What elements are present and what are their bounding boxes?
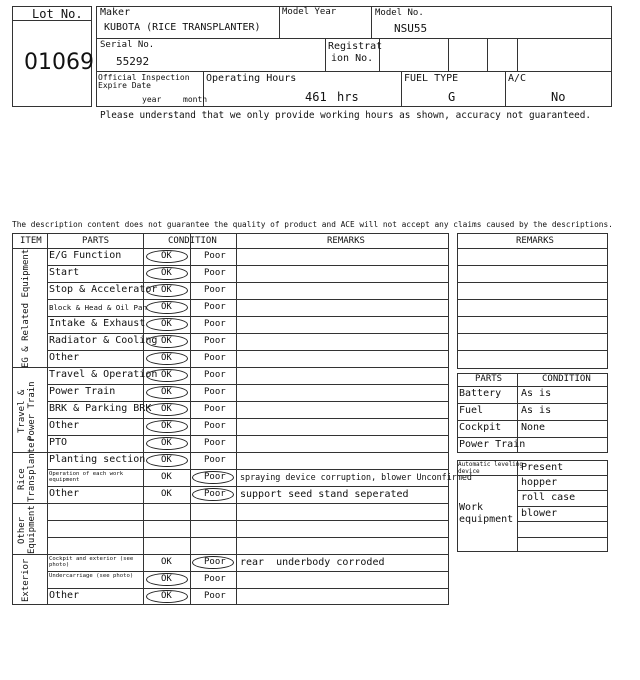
- ok-circle-icon: [146, 590, 188, 603]
- part-name: Intake & Exhaust: [49, 318, 146, 329]
- parts-row-name: Battery: [459, 388, 502, 399]
- group-rice-transplanter: [17, 436, 42, 502]
- part-name: E/G Function: [49, 250, 122, 261]
- part-name: Operation of each work equipment: [49, 471, 124, 484]
- hours-value: 461: [305, 90, 327, 104]
- work-row-line: [517, 521, 608, 522]
- col-line-ok: [190, 233, 191, 605]
- work-row-line: [517, 537, 608, 538]
- leveling-label-2: device: [458, 468, 480, 475]
- header-vline-maker: [279, 6, 280, 38]
- poor-circle-icon: [192, 488, 234, 501]
- poor-mark: Poor: [204, 591, 226, 601]
- row-line: [12, 248, 449, 249]
- part-name: Stop & Accelerator: [49, 284, 158, 295]
- ok-circle-icon: [146, 369, 188, 382]
- poor-mark: Poor: [204, 472, 226, 482]
- ok-circle-icon: [146, 318, 188, 331]
- row-line: [47, 520, 449, 521]
- part-name: Other: [49, 590, 80, 601]
- registration-label-1: Registrat: [328, 41, 383, 52]
- right-remarks-line: [457, 333, 608, 334]
- part-name: Start: [49, 267, 80, 278]
- poor-mark: Poor: [204, 489, 226, 499]
- work-item: blower: [521, 507, 558, 519]
- ac-label: A/C: [508, 73, 527, 84]
- fuel-value: G: [448, 90, 456, 104]
- part-name: Block & Head & Oil Pan: [49, 303, 147, 312]
- row-line: [47, 435, 449, 436]
- header-vline-c2: [487, 38, 488, 71]
- row-line: [47, 282, 449, 283]
- registration-label-2: ion No.: [331, 53, 374, 64]
- row-line: [47, 537, 449, 538]
- ok-circle-icon: [146, 437, 188, 450]
- part-name: Power Train: [49, 386, 116, 397]
- parts-row-name: Power Train: [459, 439, 526, 450]
- group-line: [12, 503, 47, 504]
- serial-value: 55292: [116, 55, 150, 68]
- right-remarks-line: [457, 248, 608, 249]
- serial-label: Serial No.: [100, 40, 155, 50]
- lot-label: Lot No.: [32, 7, 83, 21]
- poor-mark: Poor: [204, 268, 226, 278]
- work-row-line: [517, 490, 608, 491]
- poor-mark: Poor: [204, 557, 226, 567]
- poor-mark: Poor: [204, 319, 226, 329]
- ok-circle-icon: [146, 352, 188, 365]
- row-line: [47, 486, 449, 487]
- group-line: [12, 554, 47, 555]
- header-condition: CONDITION: [168, 236, 217, 246]
- work-row-line: [457, 475, 608, 476]
- model-year-label: Model Year: [282, 7, 337, 17]
- leveling-label-1: Automatic leveling: [458, 461, 524, 468]
- group-rice-transplanter-label: Rice Transplanter: [17, 436, 37, 502]
- leveling-value: Present: [521, 462, 564, 473]
- parts-row-condition: As is: [521, 388, 552, 399]
- header-vline-reg: [325, 38, 326, 71]
- poor-mark: Poor: [204, 421, 226, 431]
- poor-mark: Poor: [204, 370, 226, 380]
- month-label: month: [183, 95, 208, 104]
- header-parts: PARTS: [82, 236, 110, 246]
- poor-mark: Poor: [204, 285, 226, 295]
- header-vline-fuel: [401, 71, 402, 107]
- parts-row-line: [457, 420, 608, 421]
- poor-mark: Poor: [204, 302, 226, 312]
- ok-mark: OK: [161, 302, 172, 312]
- work-label-2: equipment: [459, 514, 514, 525]
- ok-mark: OK: [161, 472, 172, 482]
- row-line: [47, 316, 449, 317]
- row-line: [47, 367, 449, 368]
- part-name: Planting section: [49, 454, 146, 465]
- ok-mark: OK: [161, 251, 172, 261]
- group-exterior: Exterior: [21, 558, 31, 602]
- parts-row-condition: As is: [521, 405, 552, 416]
- ok-circle-icon: [146, 420, 188, 433]
- poor-mark: Poor: [204, 438, 226, 448]
- parts-row-name: Fuel: [459, 405, 484, 416]
- header-remarks: REMARKS: [327, 236, 365, 246]
- row-line: [47, 333, 449, 334]
- row-line: [47, 554, 449, 555]
- ok-circle-icon: [146, 454, 188, 467]
- header-row-line-2: [96, 71, 612, 72]
- poor-mark: Poor: [204, 574, 226, 584]
- row-line: [47, 401, 449, 402]
- ok-circle-icon: [146, 573, 188, 586]
- ok-circle-icon: [146, 301, 188, 314]
- ok-mark: OK: [161, 557, 172, 567]
- ok-mark: OK: [161, 370, 172, 380]
- condition-header: CONDITION: [542, 374, 591, 384]
- parts-row-line: [457, 437, 608, 438]
- group-travel-power-label: Travel & Power Train: [17, 381, 37, 441]
- col-line-condition: [236, 233, 237, 605]
- ok-mark: OK: [161, 353, 172, 363]
- header-item: ITEM: [20, 236, 42, 246]
- inspection-label-1: Official Inspection: [98, 73, 190, 82]
- work-row-line: [517, 506, 608, 507]
- row-line: [47, 571, 449, 572]
- ok-mark: OK: [161, 574, 172, 584]
- part-name: Cockpit and exterior (see photo): [49, 556, 134, 569]
- ok-mark: OK: [161, 268, 172, 278]
- maker-value: KUBOTA (RICE TRANSPLANTER): [104, 22, 261, 33]
- remark-text: support seed stand seperated: [240, 489, 409, 500]
- ok-circle-icon: [146, 250, 188, 263]
- right-remarks-box: [457, 233, 608, 369]
- ok-mark: OK: [161, 319, 172, 329]
- parts-row-name: Cockpit: [459, 422, 502, 433]
- ac-value: No: [551, 90, 566, 104]
- col-line-item: [47, 233, 48, 605]
- part-name: Other: [49, 352, 80, 363]
- header-vline-year: [371, 6, 372, 38]
- part-name: Other: [49, 488, 80, 499]
- ok-mark: OK: [161, 455, 172, 465]
- work-item: roll case: [521, 492, 576, 504]
- group-travel-power: [18, 378, 42, 444]
- group-other-equipment-label: Other Equipment: [17, 505, 37, 554]
- right-remarks-line: [457, 316, 608, 317]
- model-no-label: Model No.: [375, 8, 424, 18]
- work-item: hopper: [521, 477, 558, 488]
- remark-text: rear underbody corroded: [240, 557, 385, 568]
- ok-mark: OK: [161, 438, 172, 448]
- poor-circle-icon: [192, 556, 234, 569]
- ok-circle-icon: [146, 284, 188, 297]
- right-remarks-line: [457, 282, 608, 283]
- fuel-label: FUEL TYPE: [404, 73, 459, 84]
- ok-circle-icon: [146, 267, 188, 280]
- part-name: Undercarriage (see photo): [49, 573, 134, 579]
- row-line: [47, 265, 449, 266]
- ok-mark: OK: [161, 591, 172, 601]
- parts-row-line: [457, 386, 608, 387]
- row-line: [47, 503, 449, 504]
- ok-mark: OK: [161, 404, 172, 414]
- row-line: [47, 588, 449, 589]
- part-name: PTO: [49, 437, 68, 448]
- poor-circle-icon: [192, 471, 234, 484]
- ok-circle-icon: [146, 386, 188, 399]
- right-remarks-line: [457, 350, 608, 351]
- poor-mark: Poor: [204, 455, 226, 465]
- right-remarks-line: [457, 299, 608, 300]
- ok-mark: OK: [161, 387, 172, 397]
- poor-mark: Poor: [204, 387, 226, 397]
- row-line: [47, 384, 449, 385]
- part-name: BRK & Parking BRK: [49, 403, 152, 414]
- ok-mark: OK: [161, 421, 172, 431]
- right-remarks-line: [457, 265, 608, 266]
- header-vline-c3: [517, 38, 518, 71]
- group-other-equipment: [18, 506, 42, 554]
- hours-unit: hrs: [337, 90, 359, 104]
- work-label-1: Work: [459, 502, 484, 513]
- row-line: [47, 452, 449, 453]
- ok-mark: OK: [161, 336, 172, 346]
- poor-mark: Poor: [204, 336, 226, 346]
- ok-circle-icon: [146, 403, 188, 416]
- row-line: [47, 299, 449, 300]
- remark-text: spraying device corruption, blower Unconfirmed: [240, 472, 472, 482]
- disclaimer: The description content does not guarantee the quality of product and ACE will not accept any claims caused by the descriptions.: [12, 220, 613, 229]
- row-line: [47, 469, 449, 470]
- poor-mark: Poor: [204, 353, 226, 363]
- row-line: [47, 418, 449, 419]
- poor-mark: Poor: [204, 251, 226, 261]
- ok-mark: OK: [161, 489, 172, 499]
- group-eg-related: EG & Related Equipment: [21, 248, 31, 368]
- hours-note: Please understand that we only provide working hours as shown, accuracy not guaranteed.: [100, 110, 592, 121]
- inspection-label-2: Expire Date: [98, 81, 151, 90]
- right-remarks-header: REMARKS: [516, 236, 554, 246]
- row-line: [47, 350, 449, 351]
- ok-circle-icon: [146, 335, 188, 348]
- parts-row-condition: None: [521, 422, 546, 433]
- lot-number: 01069: [24, 50, 94, 75]
- year-label: year: [142, 95, 162, 104]
- part-name: Travel & Operation: [49, 369, 158, 380]
- poor-mark: Poor: [204, 404, 226, 414]
- header-row-line-1: [96, 38, 612, 39]
- part-name: Radiator & Cooling: [49, 335, 158, 346]
- parts-row-line: [457, 403, 608, 404]
- header-vline-ac: [505, 71, 506, 107]
- group-line: [12, 367, 47, 368]
- part-name: Other: [49, 420, 80, 431]
- header-vline-c1: [448, 38, 449, 71]
- maker-label: Maker: [100, 7, 131, 18]
- hours-label: Operating Hours: [206, 73, 297, 84]
- model-no-value: NSU55: [394, 22, 428, 35]
- group-line: [12, 452, 47, 453]
- ok-mark: OK: [161, 285, 172, 295]
- parts-header: PARTS: [475, 374, 503, 384]
